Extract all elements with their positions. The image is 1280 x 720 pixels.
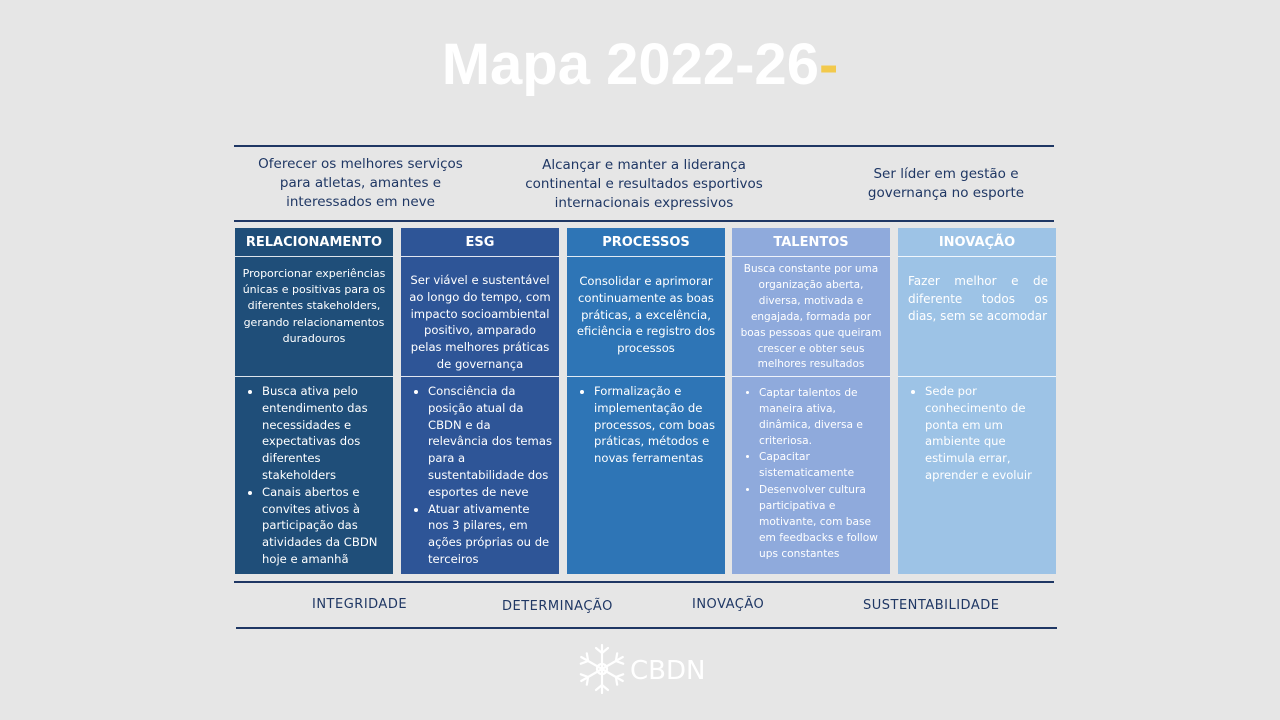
pillar-relacionamento-list	[235, 377, 393, 568]
pillar-relacionamento-title: RELACIONAMENTO	[235, 228, 393, 257]
logo-text: CBDN	[630, 656, 706, 686]
pillar-processos-title: PROCESSOS	[567, 228, 725, 257]
value-integridade: INTEGRIDADE	[312, 597, 408, 612]
list-item: • Capacitar sistematicamente	[759, 449, 884, 481]
goal-services: Oferecer os melhores serviços para atletas, amantes e interessados em neve	[258, 156, 463, 210]
pillar-esg-description: Ser viável e sustentável ao longo do tempo, com impacto socioambiental positivo, amparado pelas melhores práticas de governança	[401, 257, 559, 377]
divider-values-bottom	[236, 627, 1057, 629]
pillar-talentos-list	[732, 377, 890, 562]
list-item: • Desenvolver cultura participativa e motivante, com base em feedbacks e follow ups constantes	[759, 482, 884, 562]
pillar-processos-description: Consolidar e aprimorar continuamente as boas práticas, a excelência, eficiência e registro dos processos	[567, 257, 725, 377]
value-determinacao: DETERMINAÇÃO	[502, 599, 613, 614]
pillar-processos	[567, 228, 725, 574]
list-item: • Sede por conhecimento de ponta em um ambiente que estimula errar, aprender e evoluir	[925, 383, 1050, 484]
value-inovacao: INOVAÇÃO	[692, 597, 765, 612]
pillar-inovacao	[898, 228, 1056, 574]
pillar-esg-list	[401, 377, 559, 568]
list-item: • Busca ativa pelo entendimento das necessidades e expectativas dos diferentes stakeholders	[262, 383, 387, 484]
pillar-talentos-description: Busca constante por uma organização aberta, diversa, motivada e engajada, formada por boas pessoas que queiram crescer e obter seus melhores resultados	[732, 257, 890, 377]
list-item: • Atuar ativamente nos 3 pilares, em ações próprias ou de terceiros	[428, 501, 553, 568]
pillar-talentos	[732, 228, 890, 574]
pillar-relacionamento-description: Proporcionar experiências únicas e positivas para os diferentes stakeholders, gerando relacionamentos duradouros	[235, 257, 393, 377]
list-item: • Formalização e implementação de processos, com boas práticas, métodos e novas ferramentas	[594, 383, 719, 467]
value-sustentabilidade: SUSTENTABILIDADE	[863, 598, 1000, 613]
goal-governance: Ser líder em gestão e governança no esporte	[867, 166, 1025, 201]
divider-values-top	[234, 581, 1054, 583]
goal-leadership: Alcançar e manter a liderança continental e resultados esportivos internacionais expressivos	[525, 157, 763, 211]
title-accent-dash: -	[818, 32, 839, 97]
list-item: • Canais abertos e convites ativos à participação das atividades da CBDN hoje e amanhã	[262, 484, 387, 568]
page-title	[0, 30, 1280, 100]
list-item: • Consciência da posição atual da CBDN e da relevância dos temas para a sustentabilidade dos esportes de neve	[428, 383, 553, 501]
pillar-talentos-title: TALENTOS	[732, 228, 890, 257]
pillar-esg-title: ESG	[401, 228, 559, 257]
pillar-esg	[401, 228, 559, 574]
pillar-relacionamento	[235, 228, 393, 574]
snowflake-icon	[576, 642, 628, 701]
list-item: • Captar talentos de maneira ativa, dinâmica, diversa e criteriosa.	[759, 385, 884, 449]
pillar-processos-list	[567, 377, 725, 467]
title-text: Mapa 2022-26	[441, 32, 819, 97]
divider-goals	[234, 220, 1054, 222]
cbdn-logo	[576, 644, 705, 698]
pillar-inovacao-description: Fazer melhor e de diferente todos os dias, sem se acomodar	[898, 257, 1056, 377]
pillar-inovacao-list	[898, 377, 1056, 484]
divider-top	[234, 145, 1054, 147]
pillar-inovacao-title: INOVAÇÃO	[898, 228, 1056, 257]
